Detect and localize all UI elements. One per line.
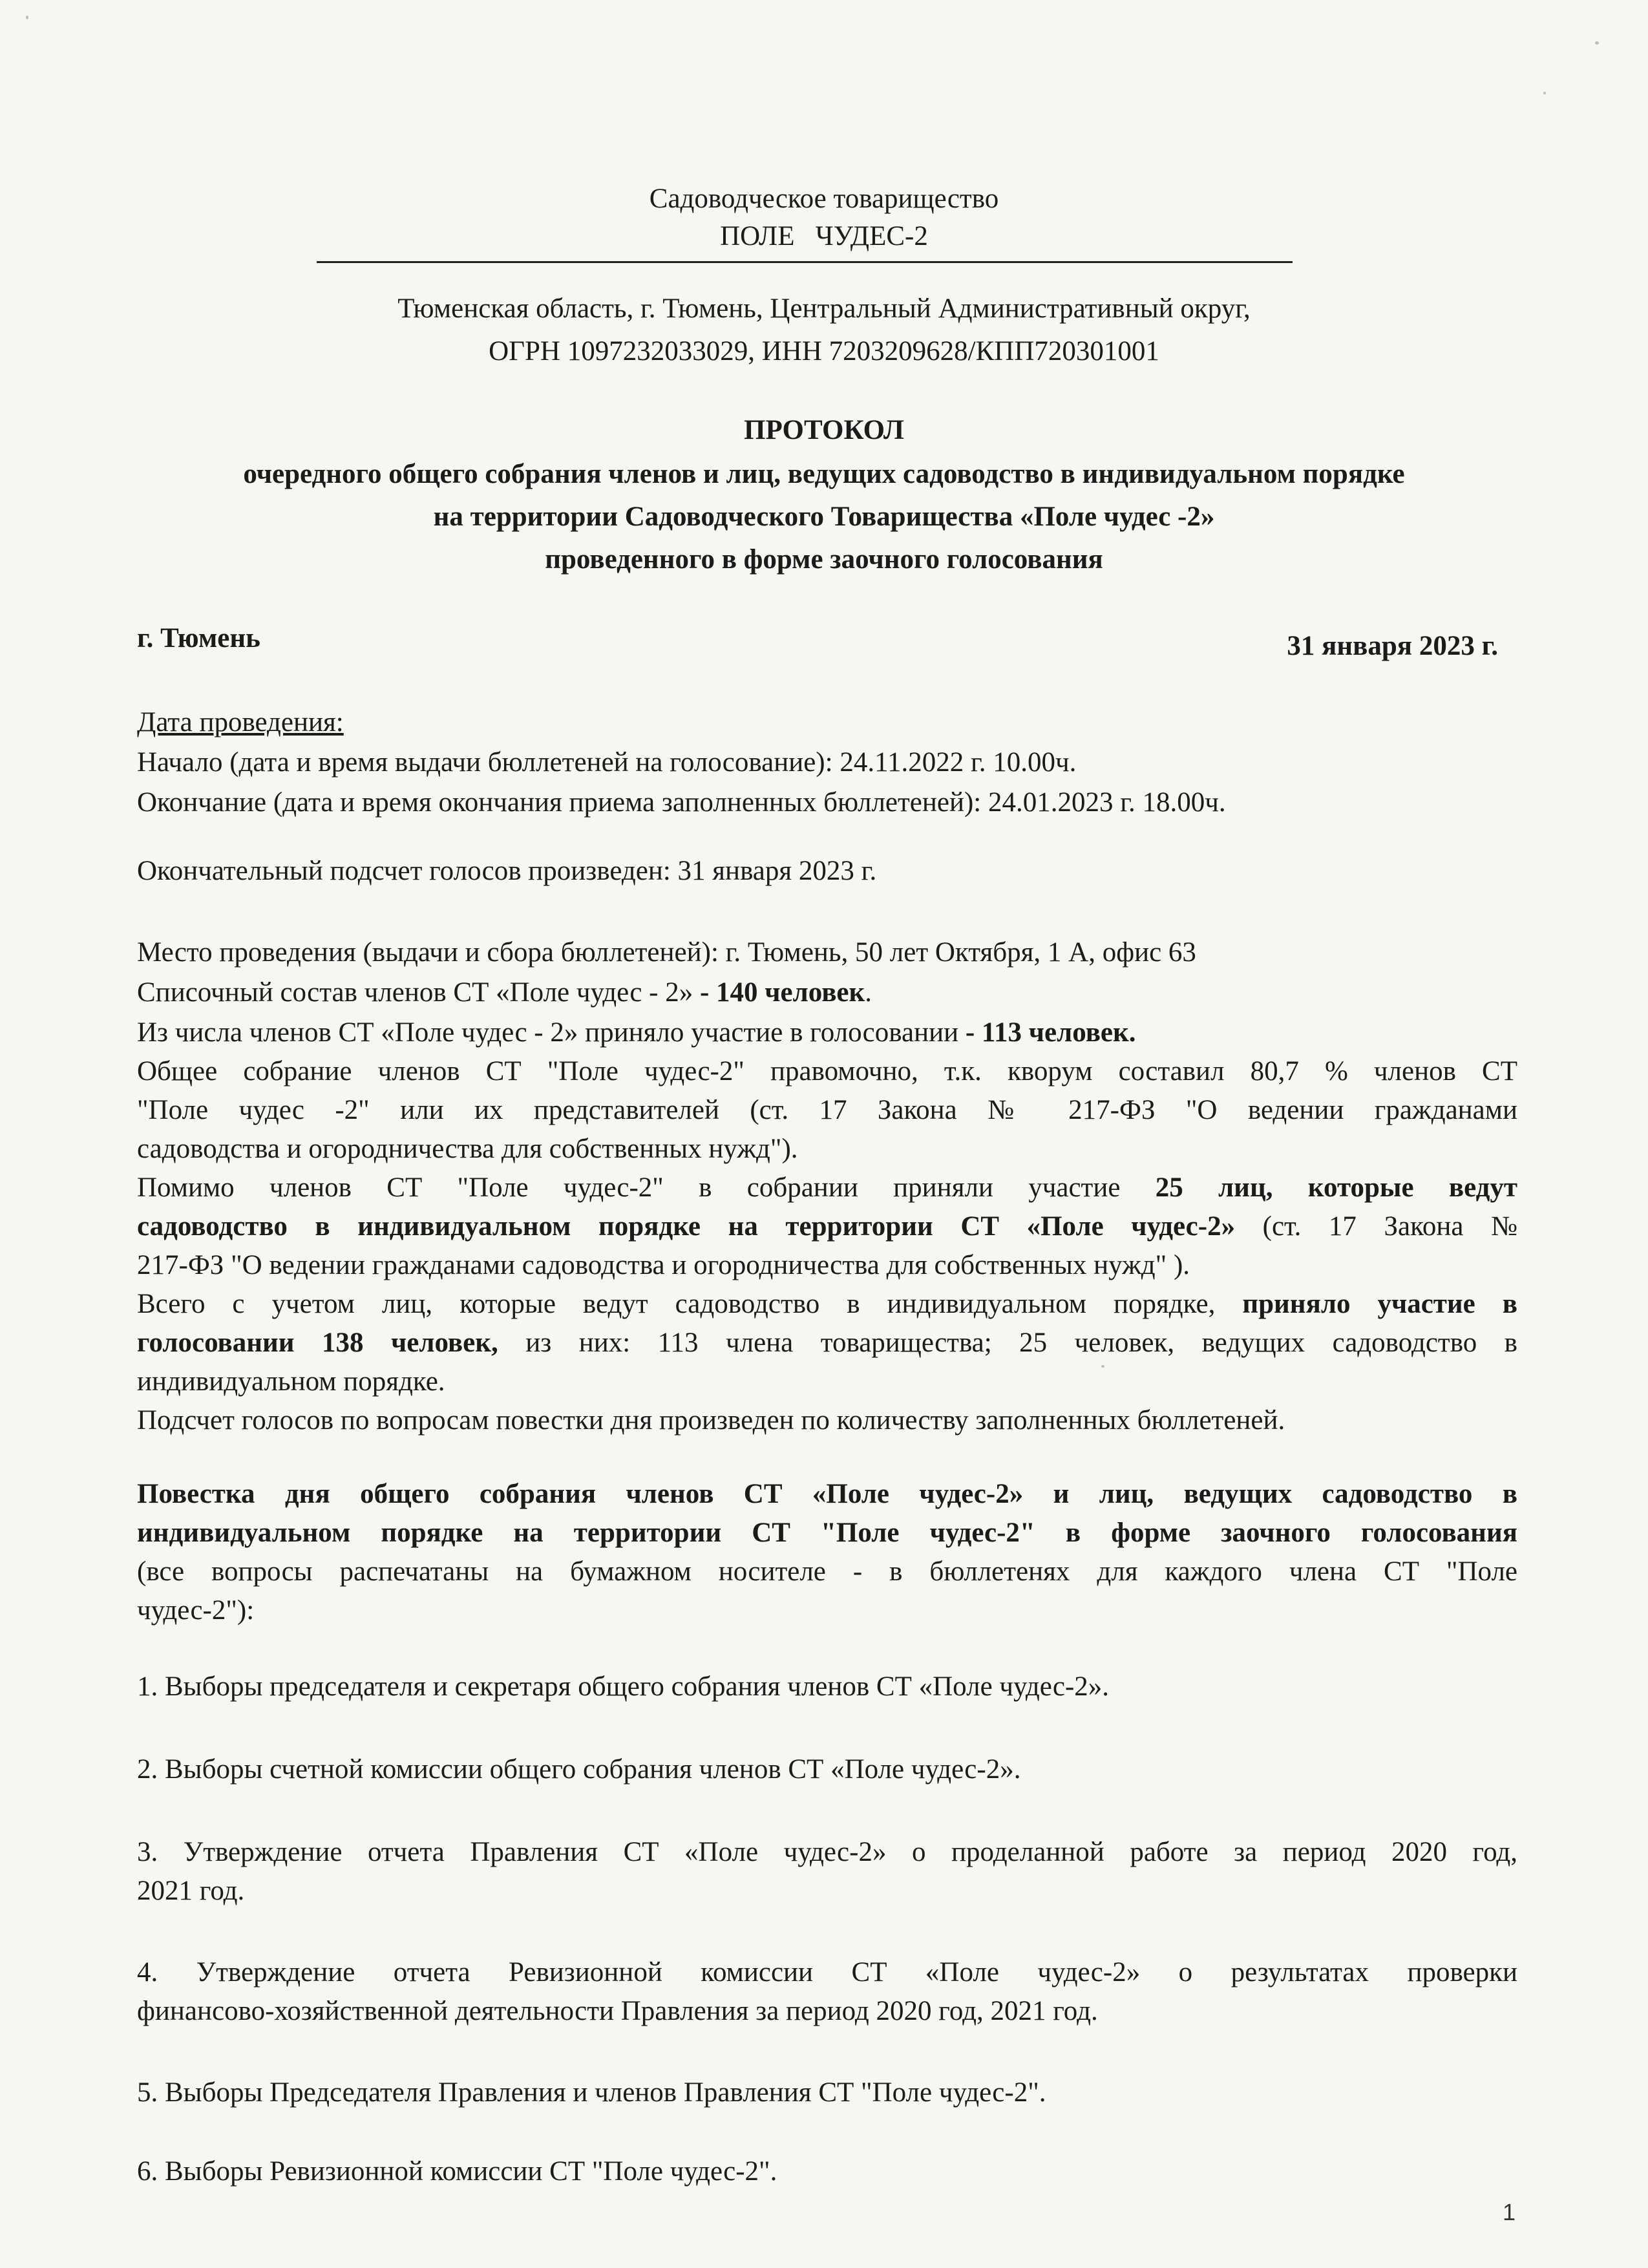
agenda-item-3-line2: 2021 год. (137, 1876, 245, 1906)
final-count-date: Окончательный подсчет голосов произведен: 31 января 2023 г. (137, 856, 877, 886)
agenda-note-line2: чудес-2"): (137, 1595, 255, 1626)
protocol-subtitle-line3: проведенного в форме заочного голосования (545, 544, 1103, 575)
org-type: Садоводческое товарищество (649, 184, 999, 214)
besides-line2: садоводство в индивидуальном порядке на территории СТ «Поле чудес-2» (ст. 17 Закона № (137, 1211, 1517, 1242)
protocol-title: ПРОТОКОЛ (744, 415, 904, 445)
besides-line1: Помимо членов СТ "Поле чудес-2" в собрании приняли участие 25 лиц, которые ведут (137, 1172, 1517, 1203)
agenda-item-1: 1. Выборы председателя и секретаря общего собрания членов СТ «Поле чудес-2». (137, 1671, 1110, 1702)
agenda-item-2: 2. Выборы счетной комиссии общего собрания членов СТ «Поле чудес-2». (137, 1754, 1021, 1785)
meeting-place: Место проведения (выдачи и сбора бюллетеней): г. Тюмень, 50 лет Октября, 1 А, офис 63 (137, 937, 1196, 968)
quorum-line3: садоводства и огородничества для собственных нужд"). (137, 1134, 798, 1164)
agenda-item-6: 6. Выборы Ревизионной комиссии СТ "Поле чудес-2". (137, 2156, 777, 2187)
scan-speck (26, 16, 28, 19)
members-total: Списочный состав членов СТ «Поле чудес - 2» - 140 человек. (137, 977, 872, 1008)
org-name: ПОЛЕ ЧУДЕС-2 (720, 221, 928, 251)
scan-speck (1595, 41, 1599, 45)
page-number: 1 (1502, 2199, 1516, 2225)
end-date: Окончание (дата и время окончания приема заполненных бюллетеней): 24.01.2023 г. 18.00ч. (137, 787, 1226, 818)
scan-speck (1543, 92, 1546, 94)
agenda-heading-line2: индивидуальном порядке на территории СТ "Поле чудес-2" в форме заочного голосования (137, 1518, 1517, 1548)
besides-line3: 217-ФЗ "О ведении гражданами садоводства и огородничества для собственных нужд" ). (137, 1250, 1190, 1280)
quorum-line2: "Поле чудес -2" или их представителей (ст. 17 Закона № 217-ФЗ "О ведении гражданами (137, 1095, 1517, 1125)
org-address: Тюменская область, г. Тюмень, Центральный Административный округ, (397, 293, 1251, 324)
org-registration: ОГРН 1097232033029, ИНН 7203209628/КПП720301001 (489, 336, 1159, 366)
quorum-line1: Общее собрание членов СТ "Поле чудес-2" правомочно, т.к. кворум составил 80,7 % членов СТ (137, 1056, 1517, 1086)
header-divider (317, 261, 1293, 263)
agenda-item-4-line1: 4. Утверждение отчета Ревизионной комиссии СТ «Поле чудес-2» о результатах проверки (137, 1957, 1517, 1987)
protocol-date: 31 января 2023 г. (1287, 631, 1498, 661)
agenda-item-5: 5. Выборы Председателя Правления и членов Правления СТ "Поле чудес-2". (137, 2077, 1046, 2108)
protocol-subtitle-line1: очередного общего собрания членов и лиц, ведущих садоводство в индивидуальном порядке (243, 459, 1405, 489)
agenda-heading-line1: Повестка дня общего собрания членов СТ «Поле чудес-2» и лиц, ведущих садоводство в (137, 1479, 1517, 1509)
protocol-subtitle-line2: на территории Садоводческого Товарищества «Поле чудес -2» (433, 502, 1215, 532)
members-participated: Из числа членов СТ «Поле чудес - 2» приняло участие в голосовании - 113 человек. (137, 1017, 1136, 1048)
agenda-item-3-line1: 3. Утверждение отчета Правления СТ «Поле чудес-2» о проделанной работе за период 2020 год, (137, 1837, 1517, 1867)
start-date: Начало (дата и время выдачи бюллетеней на голосование): 24.11.2022 г. 10.00ч. (137, 747, 1077, 778)
agenda-item-4-line2: финансово-хозяйственной деятельности Правления за период 2020 год, 2021 год. (137, 1996, 1098, 2026)
scan-speck (1101, 1365, 1104, 1368)
count-method: Подсчет голосов по вопросам повестки дня произведен по количеству заполненных бюллетеней. (137, 1405, 1285, 1436)
agenda-note-line1: (все вопросы распечатаны на бумажном носителе - в бюллетенях для каждого члена СТ "Поле (137, 1556, 1517, 1587)
total-line2: голосовании 138 человек, из них: 113 члена товарищества; 25 человек, ведущих садоводство в (137, 1328, 1517, 1358)
total-line1: Всего с учетом лиц, которые ведут садоводство в индивидуальном порядке, приняло участие в (137, 1289, 1517, 1319)
protocol-city: г. Тюмень (137, 623, 260, 653)
total-line3: индивидуальном порядке. (137, 1366, 445, 1397)
dates-label: Дата проведения: (137, 707, 344, 737)
